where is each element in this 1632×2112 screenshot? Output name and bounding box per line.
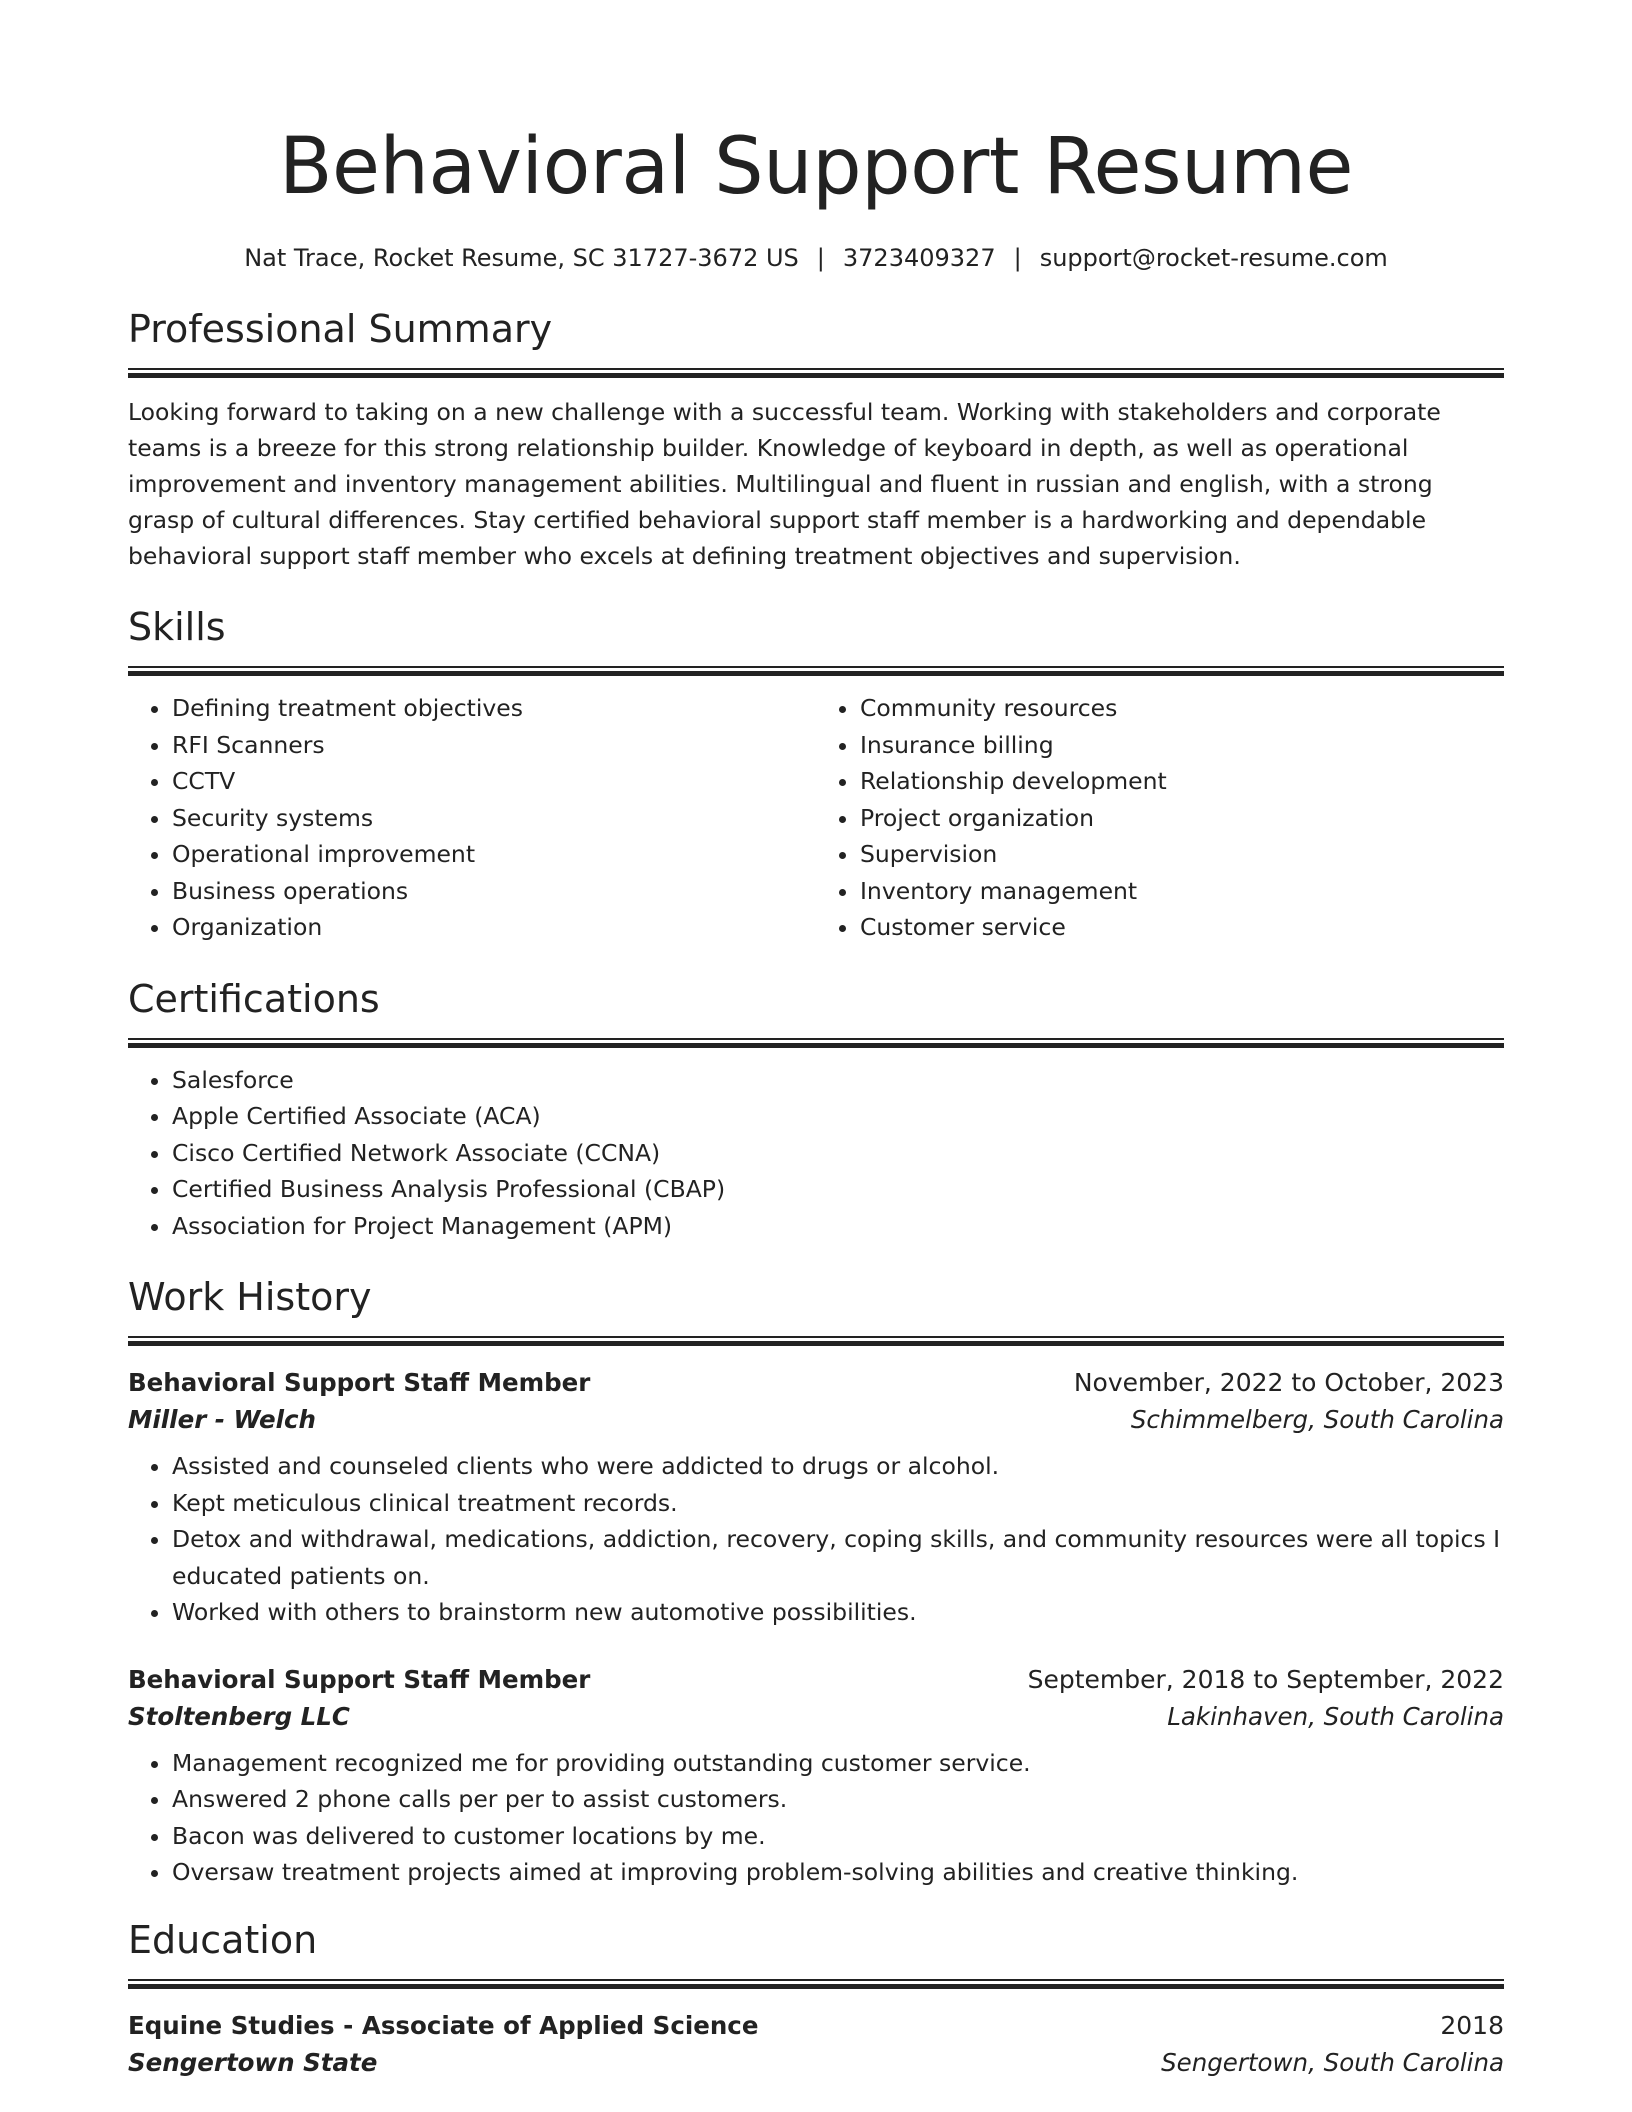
- list-item: • Inventory management: [860, 873, 1504, 910]
- work-history-heading: Work History: [128, 1275, 372, 1319]
- list-item: • Bacon was delivered to customer locations by me.: [172, 1818, 1504, 1855]
- contact-separator: |: [1013, 244, 1022, 272]
- section-divider: [128, 1336, 1504, 1346]
- contact-separator: |: [816, 244, 825, 272]
- section-divider: [128, 368, 1504, 378]
- job-subheader: [128, 1702, 1504, 1731]
- education-subheader: [128, 2048, 1504, 2077]
- list-item: • Relationship development: [860, 763, 1504, 800]
- skills-section: [128, 605, 1504, 946]
- summary-text: Looking forward to taking on a new challenge with a successful team. Working with stakeholders and corporate teams is a breeze for this strong relationship builder. Knowledge of keyboard in depth, as well as operational improvement and inventory management abilities. Multilingual and fluent in russian and english, with a strong grasp of cultural differences. Stay certified behavioral support staff member is a hardworking and dependable behavioral support staff member who excels at defining treatment objectives and supervision.: [128, 398, 1441, 570]
- job-location: Lakinhaven, South Carolina: [1167, 1701, 1504, 1731]
- job-title: Behavioral Support Staff Member: [128, 1368, 591, 1397]
- list-item: • Defining treatment objectives: [172, 690, 816, 727]
- education-degree: Equine Studies - Associate of Applied Science: [128, 2010, 759, 2040]
- job-company: Stoltenberg LLC: [128, 1701, 350, 1731]
- list-item: • Cisco Certified Network Associate (CCNA): [172, 1135, 1504, 1172]
- job-location: Schimmelberg, South Carolina: [1130, 1405, 1504, 1434]
- section-divider: [128, 1979, 1504, 1989]
- summary-heading: Professional Summary: [128, 307, 553, 351]
- education-school: Sengertown State: [128, 2047, 378, 2077]
- list-item: • Kept meticulous clinical treatment records.: [172, 1485, 1504, 1522]
- list-item: • Answered 2 phone calls per per to assist customers.: [172, 1781, 1504, 1818]
- list-item: • Security systems: [172, 800, 816, 837]
- list-item: • Insurance billing: [860, 727, 1504, 764]
- job-bullets: [128, 1448, 1504, 1631]
- page-title: Behavioral Support Resume: [279, 122, 1353, 212]
- certifications-list: [128, 1062, 1504, 1245]
- list-item: • RFI Scanners: [172, 727, 816, 764]
- list-item: • Supervision: [860, 836, 1504, 873]
- job-subheader: [128, 1405, 1504, 1434]
- job-entry: [128, 1368, 1504, 1631]
- job-dates: September, 2018 to September, 2022: [1027, 1664, 1504, 1694]
- job-company: Miller - Welch: [128, 1405, 316, 1434]
- job-bullets: [128, 1745, 1504, 1891]
- contact-address: Nat Trace, Rocket Resume, SC 31727-3672 US: [244, 244, 799, 272]
- list-item: • Business operations: [172, 873, 816, 910]
- education-heading: Education: [128, 1917, 318, 1962]
- job-header: [128, 1665, 1504, 1694]
- list-item: • Community resources: [860, 690, 1504, 727]
- list-item: • Oversaw treatment projects aimed at improving problem-solving abilities and creative thinking.: [172, 1854, 1504, 1891]
- list-item: • Association for Project Management (APM): [172, 1208, 1504, 1245]
- education-location: Sengertown, South Carolina: [1161, 2047, 1504, 2077]
- section-divider: [128, 1038, 1504, 1048]
- list-item: • Customer service: [860, 909, 1504, 946]
- summary-section: [128, 307, 1504, 574]
- education-entry: [128, 2011, 1504, 2077]
- certifications-section: [128, 976, 1504, 1245]
- education-year: 2018: [1440, 2010, 1504, 2040]
- list-item: • Assisted and counseled clients who were addicted to drugs or alcohol.: [172, 1448, 1504, 1485]
- job-entry: [128, 1665, 1504, 1891]
- skills-list-left: [128, 690, 816, 946]
- list-item: • Worked with others to brainstorm new automotive possibilities.: [172, 1594, 1504, 1631]
- education-section: [128, 1917, 1504, 2077]
- job-dates: November, 2022 to October, 2023: [1073, 1368, 1504, 1397]
- section-divider: [128, 666, 1504, 676]
- skills-heading: Skills: [128, 605, 226, 649]
- certifications-heading: Certifications: [128, 976, 380, 1021]
- job-header: [128, 1368, 1504, 1397]
- list-item: • Organization: [172, 909, 816, 946]
- list-item: • Management recognized me for providing outstanding customer service.: [172, 1745, 1504, 1782]
- list-item: • Salesforce: [172, 1062, 1504, 1099]
- contact-phone: 3723409327: [842, 244, 996, 272]
- list-item: • Apple Certified Associate (ACA): [172, 1098, 1504, 1135]
- list-item: • Project organization: [860, 800, 1504, 837]
- list-item: • CCTV: [172, 763, 816, 800]
- job-title: Behavioral Support Staff Member: [128, 1664, 591, 1694]
- skills-columns: [128, 690, 1504, 946]
- skills-list-right: [816, 690, 1504, 946]
- contact-line: [128, 246, 1504, 270]
- list-item: • Detox and withdrawal, medications, addiction, recovery, coping skills, and community resources were all topics I educated patients on.: [172, 1521, 1504, 1594]
- contact-email: support@rocket-resume.com: [1039, 244, 1388, 272]
- work-history-section: [128, 1275, 1504, 1891]
- education-header: [128, 2011, 1504, 2040]
- list-item: • Operational improvement: [172, 836, 816, 873]
- list-item: • Certified Business Analysis Professional (CBAP): [172, 1171, 1504, 1208]
